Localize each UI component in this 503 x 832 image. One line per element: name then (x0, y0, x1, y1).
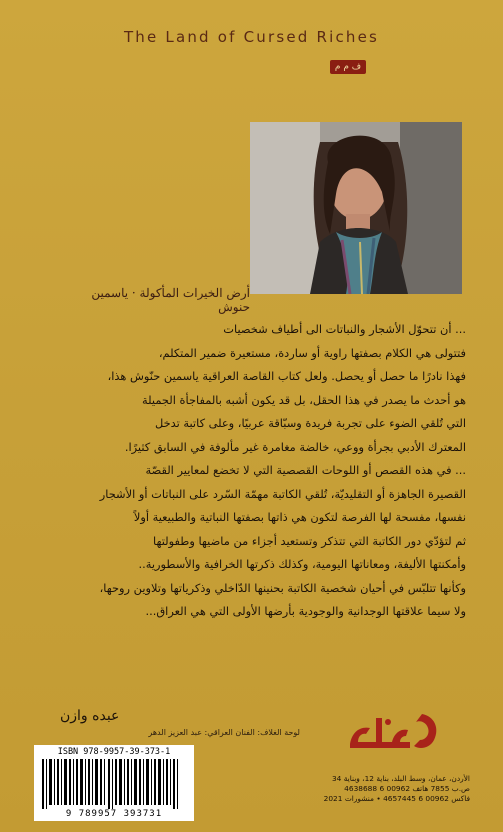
blurb-text (36, 318, 466, 624)
blurb-line: فهذا نادرًا ما حصل أو يحصل. ولعل كتاب القاصة العراقية ياسمين حنّوش هذا، (107, 369, 466, 383)
blurb-line: وأمكنتها الأليفة، ومعاناتها اليومية، وكذلك ذكرتها الخرافية والأسطورية.. (138, 557, 466, 571)
blurb-line: ... في هذه القصص أو اللوحات القصصية التي لا تخضع لمعايير القصّة (145, 463, 466, 477)
blurb-line: هو أحدث ما يصدر في هذا الحقل، بل قد يكون أشبه بالمفاجأة الجميلة (142, 392, 466, 407)
author-photo (250, 122, 462, 294)
publisher-fax: فاكس 00962 6 4657445 • منشورات 2021 (323, 794, 470, 803)
series-badge: ف م م (330, 60, 366, 74)
blurb-line: المعترك الأدبي بجرأة ووعي، خالضة مغامرة غير مألوفة في السابق كثيرًا. (124, 439, 466, 454)
isbn-label: ISBN 978-9957-39-373-1 (57, 747, 171, 757)
reviewer-signature: عبده وازن (60, 708, 120, 724)
publisher-address: الأردن، عمان، وسط البلد، بناية 12، وبناية 34 (331, 774, 470, 783)
barcode-bars (42, 759, 186, 809)
publisher-info (300, 774, 470, 804)
author-portrait-image (250, 122, 462, 294)
blurb-line: التي تُلقي الضوء على تجربة فريدة وسبّاقة عربيًا، وعلى كاتبة تدخل (154, 416, 466, 430)
blurb-line: ثم لتؤدّي دور الكاتبة التي تتذكر وتستعيد أجزاء من ماضيها وطفولتها (153, 533, 466, 548)
isbn-barcode (34, 745, 194, 821)
english-title: The Land of Cursed Riches (123, 28, 380, 46)
blurb-line: وكأنها تتلبّس في أحيان شخصية الكاتبة بحنينها الدّاخلي وذكرياتها وتلاوين روحها، (99, 580, 466, 595)
publisher-logo-icon (330, 706, 450, 756)
blurb-line: ... أن تتحوّل الأشجار والنباتات الى أطياف شخصيات (223, 322, 466, 336)
barcode-number: 9 789957 393731 (65, 809, 163, 819)
publisher-phone: ص.ب 7855 هاتف 00962 6 4638688 (344, 784, 470, 793)
blurb-line: القصيرة الجاهزة أو التقليديّة، تُلقي الكاتبة مهمّة السّرد على النباتات أو الأشجار (99, 486, 466, 501)
blurb-line: ولا سيما علاقتها الوجدانية والوجودية بأرضها الأولى التي هي العراق... (145, 604, 466, 618)
blurb-line: نفسها، مفسحة لها الفرصة لتكون هي ذاتها بصفتها النباتية والطبيعية أولاً (133, 510, 466, 524)
blurb-line: فتتولى هي الكلام بصفتها راوية أو ساردة، مستعيرة ضمير المتكلم، (158, 345, 466, 360)
cover-art-credit: لوحة الغلاف: الفنان العراقي: عبد العزيز الدهر (148, 728, 300, 737)
author-name: أرض الخيرات المأكولة · ياسمين حنوش (91, 286, 250, 314)
